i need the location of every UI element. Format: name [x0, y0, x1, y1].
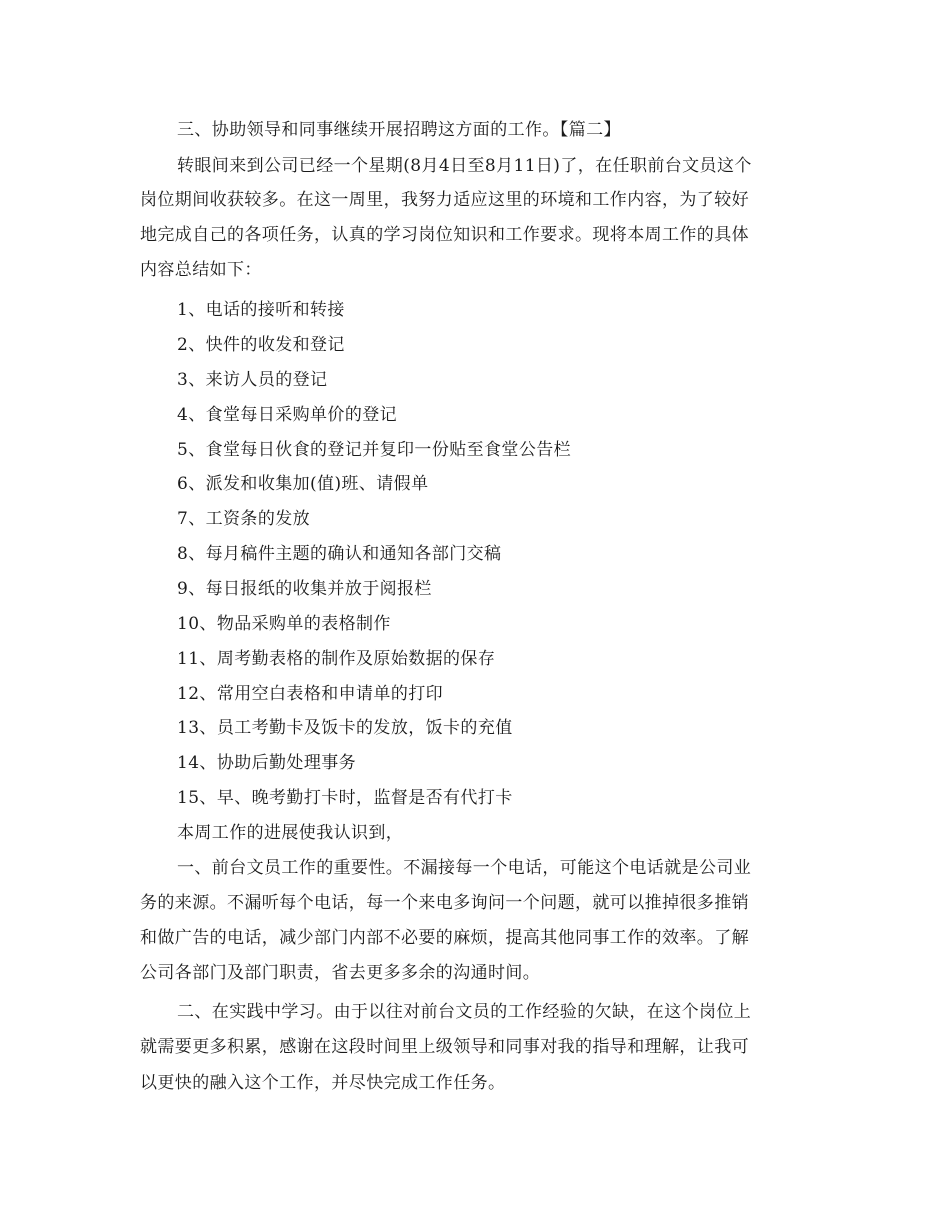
list-item: 9、每日报纸的收集并放于阅报栏: [177, 579, 432, 599]
list-item: 2、快件的收发和登记: [177, 335, 345, 355]
paragraph-line: 就需要更多积累，感谢在这段时间里上级领导和同事对我的指导和理解，让我可: [140, 1037, 749, 1057]
list-item: 15、早、晚考勤打卡时，监督是否有代打卡: [177, 788, 513, 808]
list-item: 4、食堂每日采购单价的登记: [177, 405, 398, 425]
paragraph-line: 公司各部门及部门职责，省去更多多余的沟通时间。: [140, 963, 541, 983]
list-item: 7、工资条的发放: [177, 509, 311, 529]
paragraph-line: 三、协助领导和同事继续开展招聘这方面的工作。【篇二】: [177, 120, 621, 140]
paragraph-line: 岗位期间收获较多。在这一周里，我努力适应这里的环境和工作内容，为了较好: [140, 190, 749, 210]
list-item: 13、员工考勤卡及饭卡的发放，饭卡的充值: [177, 718, 513, 738]
paragraph-line: 转眼间来到公司已经一个星期(8月4日至8月11日)了，在任职前台文员这个: [177, 156, 752, 176]
list-item: 6、派发和收集加(值)班、请假单: [177, 474, 429, 494]
list-item: 14、协助后勤处理事务: [177, 753, 357, 773]
paragraph-line: 地完成自己的各项任务，认真的学习岗位知识和工作要求。现将本周工作的具体: [140, 225, 749, 245]
list-item: 11、周考勤表格的制作及原始数据的保存: [177, 649, 496, 669]
paragraph-line: 本周工作的进展使我认识到，: [177, 823, 404, 843]
list-item: 12、常用空白表格和申请单的打印: [177, 684, 444, 704]
paragraph-line: 务的来源。不漏听每个电话，每一个来电多询问一个问题，就可以推掉很多推销: [140, 893, 749, 913]
paragraph-line: 以更快的融入这个工作，并尽快完成工作任务。: [140, 1073, 506, 1093]
paragraph-line: 一、前台文员工作的重要性。不漏接每一个电话，可能这个电话就是公司业: [177, 858, 752, 878]
list-item: 5、食堂每日伙食的登记并复印一份贴至食堂公告栏: [177, 440, 572, 460]
paragraph-line: 二、在实践中学习。由于以往对前台文员的工作经验的欠缺，在这个岗位上: [177, 1002, 752, 1022]
list-item: 8、每月稿件主题的确认和通知各部门交稿: [177, 544, 502, 564]
paragraph-line: 和做广告的电话，减少部门内部不必要的麻烦，提高其他同事工作的效率。了解: [140, 928, 749, 948]
list-item: 3、来访人员的登记: [177, 370, 328, 390]
paragraph-line: 内容总结如下：: [140, 260, 262, 280]
list-item: 1、电话的接听和转接: [177, 300, 345, 320]
list-item: 10、物品采购单的表格制作: [177, 614, 391, 634]
